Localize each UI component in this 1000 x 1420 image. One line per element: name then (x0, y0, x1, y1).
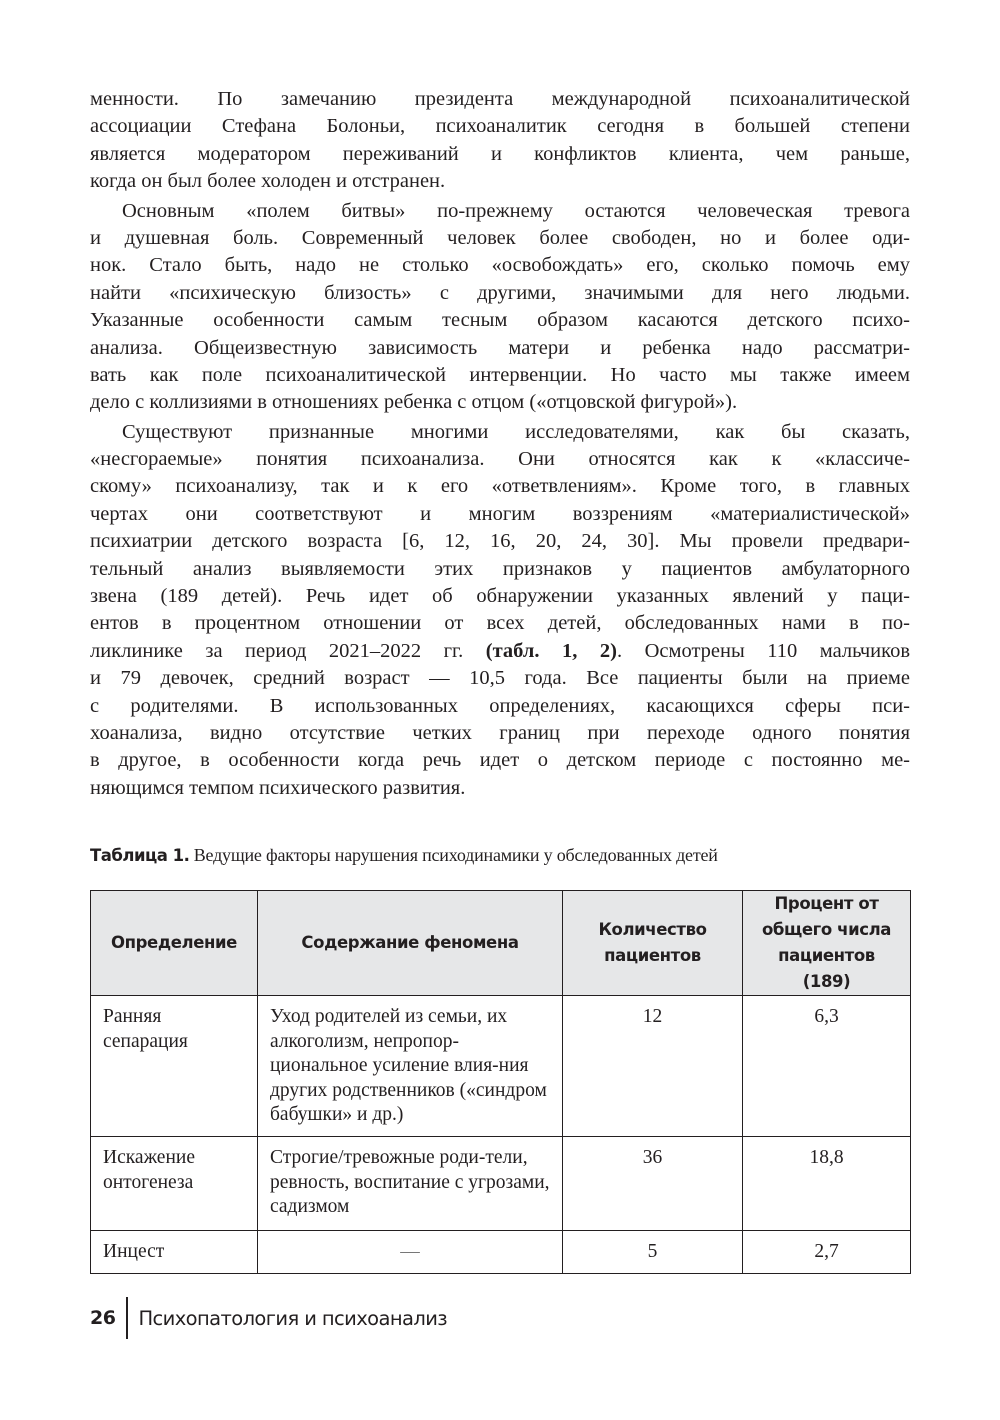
text-line: скому» психоанализу, так и к его «ответвлениям». Кроме того, в главных (90, 475, 910, 498)
column-header: Количество пациентов (563, 891, 743, 996)
text-line: хоанализа, видно отсутствие четких границ при переходе одного понятия (90, 721, 910, 744)
table-row (91, 1137, 911, 1231)
text-line: в другое, в особенности когда речь идет о детском периоде с постоянно ме- (90, 749, 910, 772)
cell-content: Строгие/тревожные роди-тели, ревность, воспитание с угрозами, садизмом (258, 1137, 563, 1231)
table-row (91, 1231, 911, 1274)
text-segment: ликлинике за период 2021–2022 гг. (90, 639, 486, 662)
page-number: 26 (90, 1307, 116, 1329)
footer-divider (126, 1297, 128, 1339)
text-line: является модератором переживаний и конфликтов клиента, чем раньше, (90, 142, 910, 165)
cell-percent: 18,8 (743, 1137, 911, 1231)
cell-content: Уход родителей из семьи, их алкоголизм, непропор-циональное усиление влия-ния других родственников («синдром бабушки» и др.) (258, 996, 563, 1137)
text-line: Основным «полем битвы» по-прежнему остаются человеческая тревога (122, 199, 910, 222)
cell-definition: Искажение онтогенеза (91, 1137, 258, 1231)
text-line: тельный анализ выявляемости этих признаков у пациентов амбулаторного (90, 557, 910, 580)
text-line: и душевная боль. Современный человек более свободен, но и более оди- (90, 226, 910, 249)
table-reference: (табл. 1, 2) (485, 639, 617, 662)
text-line: няющимся темпом психического развития. (90, 776, 466, 799)
factors-table (90, 890, 911, 1274)
paragraph-1 (90, 86, 910, 196)
column-header: Содержание феномена (258, 891, 563, 996)
table-header-row (91, 891, 911, 996)
text-line: дело с коллизиями в отношениях ребенка с отцом («отцовской фигурой»). (90, 391, 738, 414)
text-line: анализа. Общеизвестную зависимость матери и ребенка надо рассматри- (90, 336, 910, 359)
text-line: вать как поле психоаналитической интервенции. Но часто мы также имеем (90, 363, 910, 386)
body-text (90, 86, 910, 804)
paragraph-3 (90, 419, 910, 802)
paragraph-2 (90, 198, 910, 417)
cell-percent: 2,7 (743, 1231, 911, 1274)
column-header: Определение (91, 891, 258, 996)
text-line: Указанные особенности самым тесным образом касаются детского психо- (90, 309, 910, 332)
text-line: найти «психическую близость» с другими, значимыми для него людьми. (90, 281, 910, 304)
cell-count: 12 (563, 996, 743, 1137)
text-line: чертах они соответствуют и многим воззрениям «материалистической» (90, 502, 910, 525)
cell-definition: Инцест (91, 1231, 258, 1274)
text-line: ассоциации Стефана Болоньи, психоаналитик сегодня в большей степени (90, 115, 910, 138)
column-header: Процент от общего числа пациентов (189) (743, 891, 911, 996)
cell-percent: 6,3 (743, 996, 911, 1137)
table-caption-text: Ведущие факторы нарушения психодинамики у обследованных детей (189, 845, 718, 865)
text-line: менности. По замечанию президента международной психоаналитической (90, 88, 910, 110)
cell-content: — (258, 1231, 563, 1274)
text-line: Существуют признанные многими исследователями, как бы сказать, (122, 420, 910, 443)
text-line: с родителями. В использованных определениях, касающихся сферы пси- (90, 694, 910, 717)
text-line: звена (189 детей). Речь идет об обнаружении указанных явлений у паци- (90, 585, 910, 608)
text-line: «несгораемые» понятия психоанализа. Они относятся как к «классиче- (90, 448, 910, 471)
table-row (91, 996, 911, 1137)
cell-definition: Ранняя сепарация (91, 996, 258, 1137)
text-line: когда он был более холоден и отстранен. (90, 170, 446, 193)
text-segment: . Осмотрены 110 мальчиков (616, 639, 910, 662)
text-line-with-table-ref (90, 638, 910, 665)
text-line: нок. Стало быть, надо не столько «освобождать» его, сколько помочь ему (90, 254, 910, 277)
table-caption (90, 845, 910, 866)
table-caption-label: Таблица 1. (90, 846, 190, 865)
text-line: и 79 девочек, средний возраст — 10,5 года. Все пациенты были на приеме (90, 667, 910, 690)
text-line: ентов в процентном отношении от всех детей, обследованных нами в по- (90, 612, 910, 635)
running-title: Психопатология и психоанализ (138, 1306, 448, 1330)
cell-count: 36 (563, 1137, 743, 1231)
text-line: психиатрии детского возраста [6, 12, 16, 20, 24, 30]. Мы провели предвари- (90, 530, 910, 553)
cell-count: 5 (563, 1231, 743, 1274)
page-footer (90, 1298, 447, 1338)
